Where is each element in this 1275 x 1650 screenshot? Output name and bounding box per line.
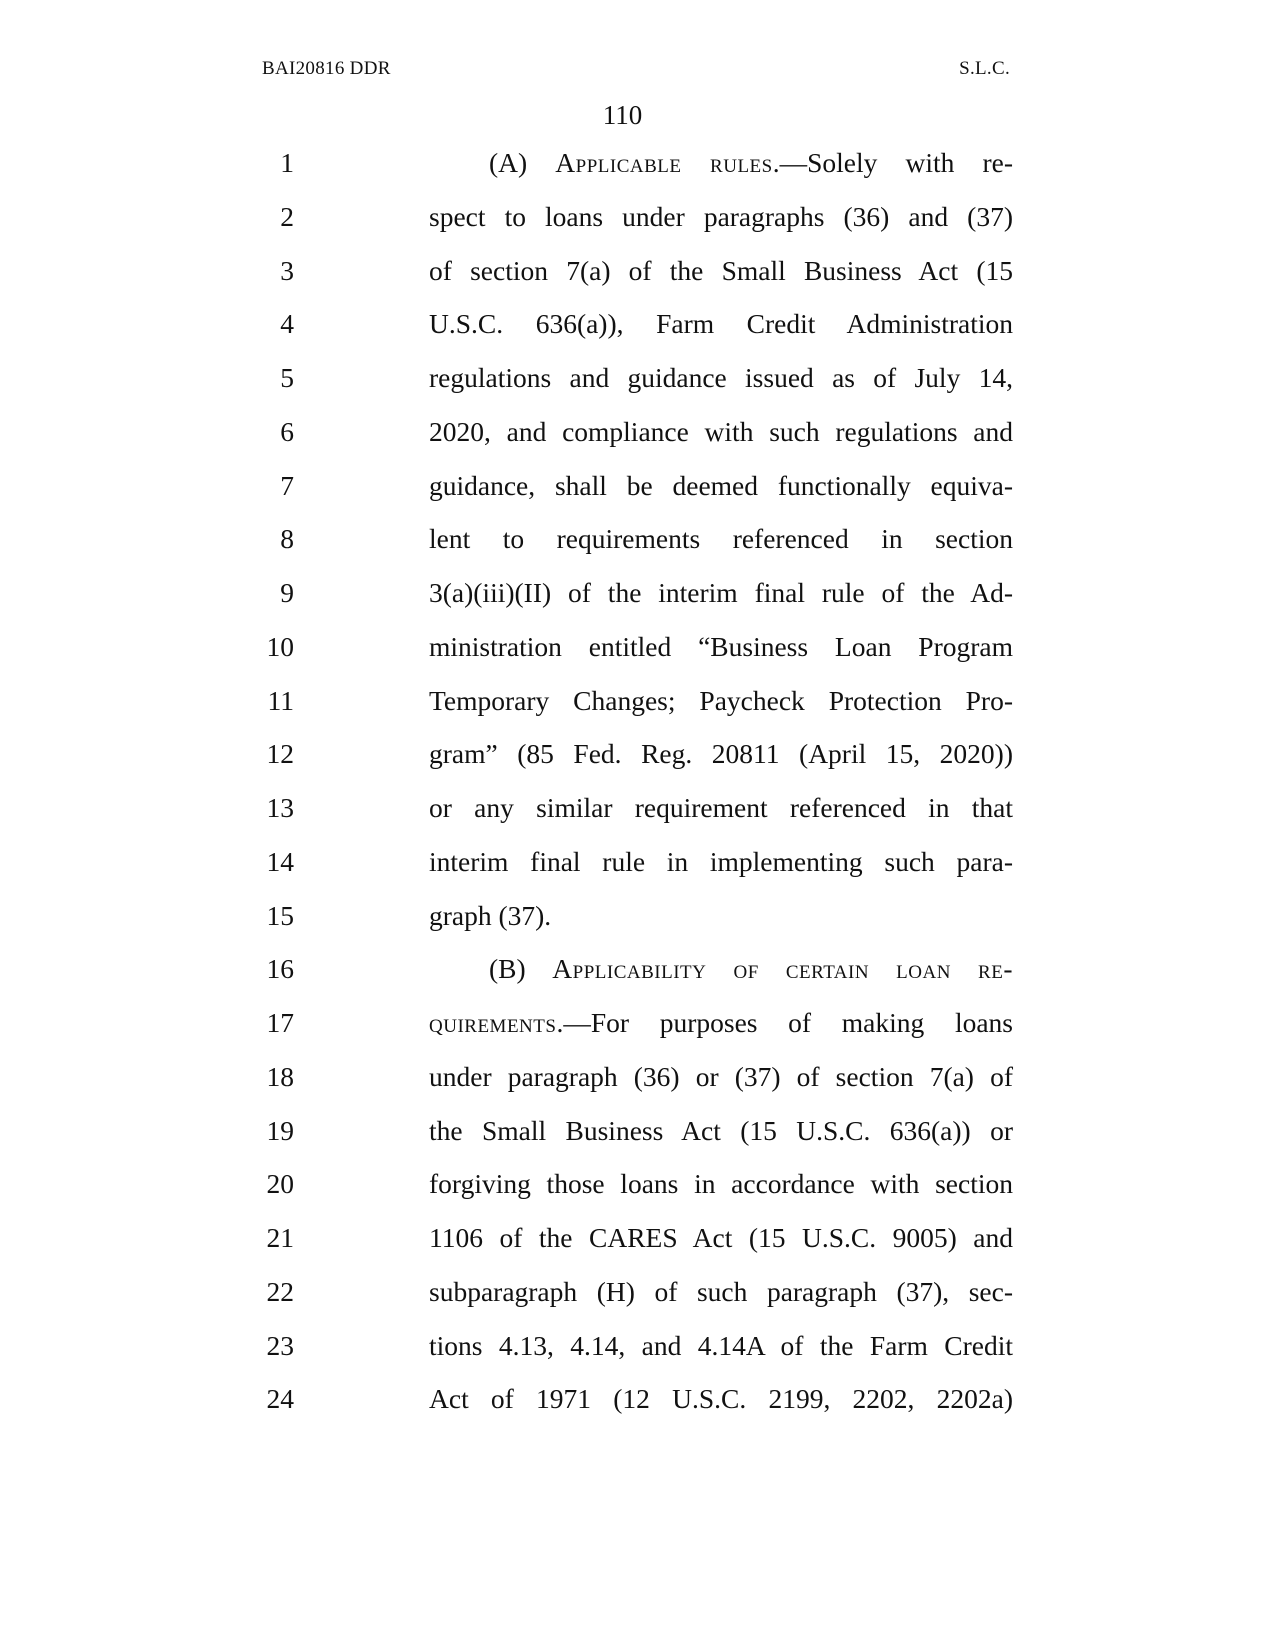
text-line	[0, 1331, 1275, 1385]
text-line	[0, 793, 1275, 847]
text-line	[0, 417, 1275, 471]
line-number: 5	[280, 362, 294, 393]
section-heading: Applicability of certain loan re-	[552, 953, 1013, 985]
line-number: 1	[280, 147, 294, 178]
text-line	[0, 148, 1275, 202]
line-text: tions 4.13, 4.14, and 4.14A of the Farm Credit	[429, 1329, 1013, 1361]
line-text: graph (37).	[429, 899, 552, 931]
line-number: 14	[266, 845, 294, 877]
line-number: 18	[266, 1060, 294, 1092]
line-number: 22	[266, 1275, 294, 1307]
line-text: U.S.C. 636(a)), Farm Credit Administration	[429, 308, 1013, 340]
line-text: subparagraph (H) of such paragraph (37), sec-	[429, 1275, 1013, 1307]
line-number: 10	[266, 630, 294, 662]
text-line	[0, 1116, 1275, 1170]
text-line	[0, 202, 1275, 256]
line-text: Act of 1971 (12 U.S.C. 2199, 2202, 2202a)	[429, 1383, 1013, 1415]
line-number: 11	[267, 684, 294, 716]
text-line	[0, 847, 1275, 901]
text-line	[0, 1062, 1275, 1116]
text-line	[0, 632, 1275, 686]
line-text: 1106 of the CARES Act (15 U.S.C. 9005) and	[429, 1222, 1013, 1253]
text-line	[0, 739, 1275, 793]
line-text: interim final rule in implementing such para-	[429, 845, 1013, 877]
line-text: lent to requirements referenced in section	[429, 523, 1013, 555]
line-number: 23	[266, 1329, 294, 1361]
heading-prefix: (A)	[489, 147, 556, 178]
line-text: under paragraph (36) or (37) of section 7(a) of	[429, 1060, 1013, 1092]
text-line	[0, 954, 1275, 1008]
line-text: or any similar requirement referenced in that	[429, 792, 1013, 823]
line-number: 16	[266, 953, 294, 985]
text-line	[0, 901, 1275, 955]
line-number: 8	[280, 523, 294, 555]
line-number: 24	[266, 1383, 294, 1415]
text-line	[0, 309, 1275, 363]
line-number: 7	[280, 469, 294, 501]
line-number: 12	[266, 738, 294, 770]
text-line	[0, 256, 1275, 310]
heading-prefix: (B)	[489, 953, 553, 985]
line-text	[489, 954, 1013, 984]
line-text: of section 7(a) of the Small Business Act (15	[429, 254, 1013, 286]
line-text	[429, 1008, 1013, 1038]
line-number: 17	[266, 1007, 294, 1038]
line-number: 13	[266, 792, 294, 823]
line-number: 15	[266, 899, 294, 931]
line-text: gram” (85 Fed. Reg. 20811 (April 15, 2020))	[429, 738, 1013, 770]
line-number: 21	[266, 1222, 294, 1253]
line-number: 4	[280, 308, 294, 340]
line-text: 2020, and compliance with such regulations and	[429, 415, 1013, 447]
line-text	[489, 148, 1013, 178]
line-text: spect to loans under paragraphs (36) and (37)	[429, 200, 1013, 232]
text-line	[0, 1169, 1275, 1223]
page-number: 110	[602, 100, 643, 130]
line-text: guidance, shall be deemed functionally equiva-	[429, 469, 1013, 501]
line-text: Temporary Changes; Paycheck Protection Pro-	[429, 684, 1013, 716]
text-line	[0, 1277, 1275, 1331]
line-text: ministration entitled “Business Loan Program	[429, 630, 1013, 662]
text-line	[0, 1384, 1275, 1438]
text-line	[0, 578, 1275, 632]
document-id: BAI20816 DDR	[262, 58, 391, 79]
line-number: 6	[280, 415, 294, 447]
line-text: 3(a)(iii)(II) of the interim final rule of the Ad-	[429, 577, 1013, 608]
section-heading: quirements	[429, 1007, 557, 1038]
text-line	[0, 686, 1275, 740]
text-line	[0, 471, 1275, 525]
line-number: 19	[266, 1114, 294, 1146]
section-heading: Applicable rules	[555, 147, 773, 178]
heading-continuation: .—For purposes of making loans	[556, 1007, 1013, 1038]
line-text: forgiving those loans in accordance with section	[429, 1168, 1013, 1200]
line-number: 20	[266, 1168, 294, 1200]
text-line	[0, 1008, 1275, 1062]
text-line	[0, 1223, 1275, 1277]
line-number: 3	[280, 254, 294, 286]
line-number: 2	[280, 200, 294, 232]
line-text: regulations and guidance issued as of July 14,	[429, 362, 1013, 393]
bill-text	[0, 148, 1275, 1438]
heading-continuation: .—Solely with re-	[772, 147, 1013, 178]
line-number: 9	[280, 577, 294, 608]
line-text: the Small Business Act (15 U.S.C. 636(a)) or	[429, 1114, 1013, 1146]
text-line	[0, 524, 1275, 578]
document-code: S.L.C.	[959, 58, 1010, 79]
text-line	[0, 363, 1275, 417]
